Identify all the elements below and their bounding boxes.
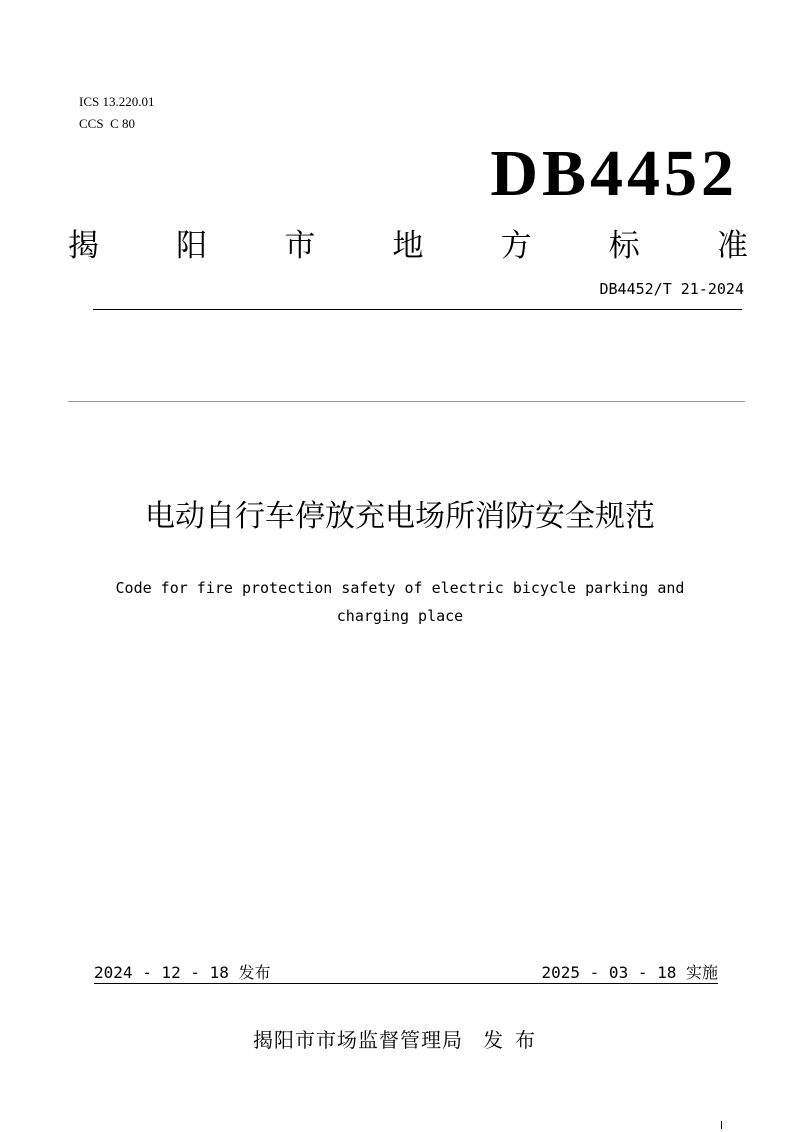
standard-type-char: 方 (500, 228, 532, 264)
standard-type-char: 市 (284, 228, 316, 264)
page-marker (721, 1121, 722, 1129)
standard-type-char: 地 (392, 228, 424, 264)
date-row (94, 962, 718, 984)
release-date: 2024 - 12 - 18 发布 (94, 963, 271, 982)
standard-type-heading (68, 226, 748, 266)
english-title-line-2: charging place (336, 607, 464, 625)
ccs-code: CCS C 80 (79, 116, 135, 131)
publisher-line (0, 1026, 800, 1054)
standard-number: DB4452/T 21-2024 (599, 280, 744, 298)
standard-type-char: 标 (608, 228, 640, 264)
standard-type-char: 准 (716, 228, 748, 264)
section-divider (68, 401, 745, 402)
ics-code: ICS 13.220.01 (79, 94, 155, 109)
publisher-verb: 发布 (483, 1028, 547, 1052)
implementation-date: 2025 - 03 - 18 实施 (541, 963, 718, 982)
english-title-line-1: Code for fire protection safety of electric bicycle parking and (115, 579, 685, 597)
document-title-chinese: 电动自行车停放充电场所消防安全规范 (145, 499, 655, 534)
standard-type-char: 揭 (68, 228, 99, 264)
publisher-name: 揭阳市市场监督管理局 (253, 1028, 463, 1052)
standard-logo: DB4452 (490, 137, 738, 210)
header-divider (93, 309, 742, 310)
document-title-english (90, 574, 710, 630)
standard-type-char: 阳 (176, 228, 208, 264)
